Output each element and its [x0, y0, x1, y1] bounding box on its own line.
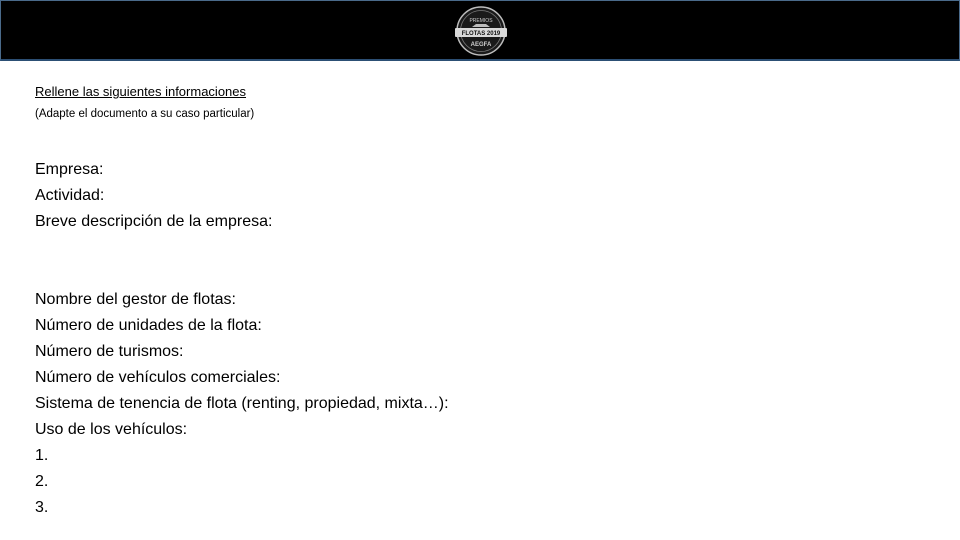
field-empresa: Empresa: — [35, 161, 104, 178]
header-bar — [0, 0, 960, 61]
field-comerciales: Número de vehículos comerciales: — [35, 369, 281, 386]
field-actividad: Actividad: — [35, 187, 105, 204]
field-descripcion: Breve descripción de la empresa: — [35, 213, 273, 230]
logo-bottom-text: AEGFA — [470, 42, 492, 48]
logo-top-text: PREMIOS — [469, 18, 493, 24]
uso-item-3: 3. — [35, 499, 49, 516]
field-uso: Uso de los vehículos: — [35, 421, 188, 438]
intro-title: Rellene las siguientes informaciones — [35, 84, 247, 99]
intro-note: (Adapte el documento a su caso particular) — [35, 108, 255, 120]
premios-flotas-logo — [449, 5, 513, 57]
logo-band-text: FLOTAS 2019 — [461, 31, 501, 37]
uso-item-1: 1. — [35, 447, 49, 464]
uso-item-2: 2. — [35, 473, 49, 490]
field-turismos: Número de turismos: — [35, 343, 184, 360]
field-tenencia: Sistema de tenencia de flota (renting, propiedad, mixta…): — [35, 395, 449, 412]
field-unidades: Número de unidades de la flota: — [35, 317, 262, 334]
field-gestor: Nombre del gestor de flotas: — [35, 291, 236, 308]
